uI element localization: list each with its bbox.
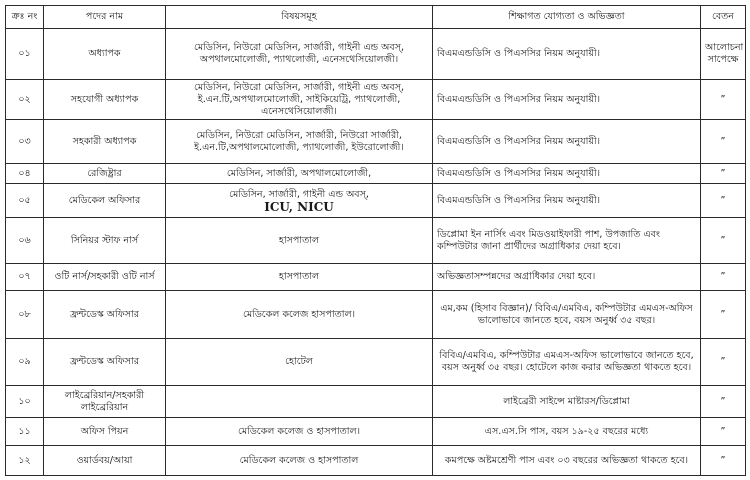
cell-qualification: লাইব্রেরী সাইন্সে মাষ্টারস/ডিপ্লোমা: [433, 386, 701, 418]
table-row: [6, 164, 746, 184]
table-header-row: [6, 6, 746, 29]
cell-salary: ”: [701, 386, 746, 418]
cell-subjects: মেডিসিন, নিউরো মেডিসিন, সার্জারী, গাইনী এন্ড অবস্, ই.এন.টি,অপথালমোলোজী, সাইকিয়েট্রি, প্যাথলোজী, এনেসথেসিয়োলজী।: [166, 80, 433, 120]
cell-salary: ”: [701, 164, 746, 184]
cell-serial: ০২: [6, 80, 44, 120]
cell-qualification: বিএমএন্ডডিসি ও পিএসসির নিয়ম অনুযায়ী।: [433, 184, 701, 218]
cell-post: সিনিয়র স্টাফ নার্স: [44, 218, 166, 264]
cell-qualification: বিবিএ/এমবিএ, কম্পিউটার এমএস-অফিস ভালোভাবে জানতে হবে, বয়স অনুর্ধ্ব ৩৫ বছর। হোটেলে কাজ করার অভিজ্ঞতা থাকতে হবে।: [433, 339, 701, 386]
cell-serial: ০৬: [6, 218, 44, 264]
table-row: [6, 339, 746, 386]
cell-qualification: কমপক্ষে অষ্টমশ্রেণী পাস এবং ০৩ বছরের অভিজ্ঞতা থাকতে হবে।: [433, 446, 701, 476]
cell-post: ফ্রন্টডেস্ক অফিসার: [44, 291, 166, 339]
header-subjects: বিষয়সমূহ: [166, 6, 433, 29]
cell-salary: ”: [701, 291, 746, 339]
table-row: [6, 418, 746, 446]
cell-serial: ১১: [6, 418, 44, 446]
cell-qualification: এস.এস.সি পাস, বয়স ১৯-২৫ বছরের মধ্যে: [433, 418, 701, 446]
cell-subjects: মেডিসিন, নিউরো মেডিসিন, সার্জারী, গাইনী এন্ড অবস্, অপথালমোলোজী, প্যাথলোজী, এনেসথেসিয়োলজী।: [166, 29, 433, 80]
cell-subjects: হাসপাতাল: [166, 218, 433, 264]
table-row: [6, 264, 746, 291]
cell-subjects: মেডিসিন, সার্জারী, অপথালমোলোজী,: [166, 164, 433, 184]
cell-subjects: মেডিকেল কলেজ হাসপাতাল।: [166, 291, 433, 339]
cell-subjects: মেডিসিন, নিউরো মেডিসিন, সার্জারী, নিউরো সার্জারী, ই.এন.টি,অপথালমোলোজী, প্যাথলোজী, ইউরোলোজী।: [166, 120, 433, 164]
cell-serial: ০৯: [6, 339, 44, 386]
header-qualification: শিক্ষাগত যোগ্যতা ও অভিজ্ঞতা: [433, 6, 701, 29]
cell-serial: ০১: [6, 29, 44, 80]
table-row: [6, 218, 746, 264]
cell-serial: ০৮: [6, 291, 44, 339]
cell-salary: ”: [701, 446, 746, 476]
cell-qualification: এম,কম (হিসাব বিজ্ঞান)/ বিবিএ/এমবিএ, কম্পিউটার এমএস-অফিস ভালোভাবে জানতে হবে, বয়স অনুর্ধ্ব ৩৫ বছর।: [433, 291, 701, 339]
cell-qualification: বিএমএন্ডডিসি ও পিএসসির নিয়ম অনুযায়ী।: [433, 120, 701, 164]
table-row: [6, 386, 746, 418]
cell-post: ওয়ার্ডবয়/আয়া: [44, 446, 166, 476]
cell-subjects: মেডিকেল কলেজ ও হাসপাতাল: [166, 446, 433, 476]
cell-subjects: [166, 184, 433, 218]
cell-serial: ০৪: [6, 164, 44, 184]
header-salary: বেতন: [701, 6, 746, 29]
cell-post: রেজিষ্ট্রার: [44, 164, 166, 184]
cell-qualification: অভিজ্ঞতাসম্পন্নদের অগ্রাধিকার দেয়া হবে।: [433, 264, 701, 291]
table-row: [6, 120, 746, 164]
cell-salary: ”: [701, 184, 746, 218]
cell-qualification: বিএমএন্ডডিসি ও পিএসসির নিয়ম অনুযায়ী।: [433, 164, 701, 184]
cell-serial: ০৩: [6, 120, 44, 164]
cell-salary: ”: [701, 120, 746, 164]
table-row: [6, 291, 746, 339]
header-serial: ক্রঃ নং: [6, 6, 44, 29]
cell-qualification: বিএমএন্ডডিসি ও পিএসসির নিয়ম অনুযায়ী।: [433, 29, 701, 80]
cell-subjects: হোটেল: [166, 339, 433, 386]
cell-post: অফিস পিয়ন: [44, 418, 166, 446]
cell-subjects: মেডিকেল কলেজ ও হাসপাতাল।: [166, 418, 433, 446]
cell-post: অধ্যাপক: [44, 29, 166, 80]
cell-post: লাইব্রেরিয়ান/সহকারী লাইব্রেরিয়ান: [44, 386, 166, 418]
cell-serial: ০৫: [6, 184, 44, 218]
cell-salary: ”: [701, 418, 746, 446]
cell-serial: ১০: [6, 386, 44, 418]
cell-qualification: বিএমএন্ডডিসি ও পিএসসির নিয়ম অনুযায়ী।: [433, 80, 701, 120]
table-row: [6, 80, 746, 120]
job-vacancy-table: [5, 5, 746, 476]
cell-post: মেডিকেল অফিসার: [44, 184, 166, 218]
cell-qualification: ডিপ্লোমা ইন নার্সিং এবং মিডওয়াইফারী পাশ, উপজাতি এবং কম্পিউটার জানা প্রার্থীদের অগ্রাধিকার দেয়া হবে।: [433, 218, 701, 264]
cell-salary: ”: [701, 264, 746, 291]
cell-salary: ”: [701, 339, 746, 386]
header-post: পদের নাম: [44, 6, 166, 29]
table-row: [6, 184, 746, 218]
cell-salary: ”: [701, 218, 746, 264]
cell-post: ওটি নার্স/সহকারী ওটি নার্স: [44, 264, 166, 291]
cell-post: সহযোগী অধ্যাপক: [44, 80, 166, 120]
cell-salary: আলোচনা সাপেক্ষে: [701, 29, 746, 80]
cell-salary: ”: [701, 80, 746, 120]
cell-subjects: [166, 386, 433, 418]
cell-serial: ০৭: [6, 264, 44, 291]
cell-subjects: হাসপাতাল: [166, 264, 433, 291]
table-row: [6, 29, 746, 80]
subjects-icu-nicu: ICU, NICU: [264, 199, 334, 214]
cell-post: ফ্রন্টডেস্ক অফিসার: [44, 339, 166, 386]
table-row: [6, 446, 746, 476]
cell-post: সহকারী অধ্যাপক: [44, 120, 166, 164]
subjects-text: মেডিসিন, সার্জারী, গাইনী এন্ড অবস্,: [229, 188, 369, 200]
cell-serial: ১২: [6, 446, 44, 476]
